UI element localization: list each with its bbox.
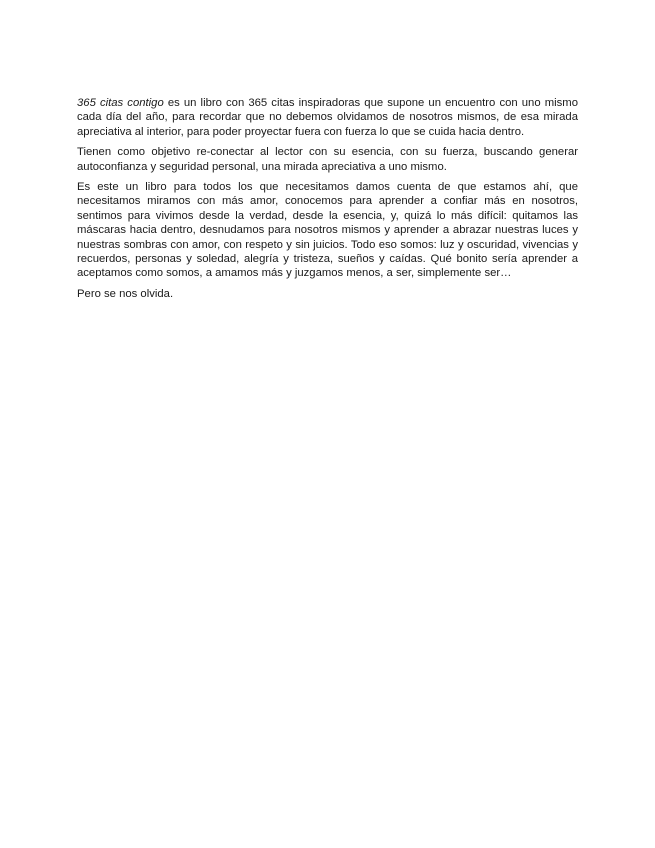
paragraph-text: es un libro con 365 citas inspiradoras que supone un encuentro con uno mismo cada día del año, para recordar que no debemos olvidamos de nosotros mismos, de esa mirada apreciativa al interior, para poder proyectar fuera con fuerza lo que se cuida hacia dentro. <box>77 97 578 138</box>
document-body <box>77 96 578 307</box>
paragraph-intro <box>77 96 578 139</box>
paragraph-objective: Tienen como objetivo re-conectar al lector con su esencia, con su fuerza, buscando generar autoconfianza y seguridad personal, una mirada apreciativa a uno mismo. <box>77 146 578 173</box>
paragraph-audience: Es este un libro para todos los que necesitamos damos cuenta de que estamos ahí, que necesitamos miramos con más amor, conocemos para aprender a confiar más en nosotros, sentimos para vivimos desde la verdad, desde la esencia, y, quizá lo más difícil: quitamos las máscaras hacia dentro, desnudamos para nosotros mismos y aprender a abrazar nuestras luces y nuestras sombras con amor, con respeto y sin juicios. Todo eso somos: luz y oscuridad, vivencias y recuerdos, personas y soledad, alegría y tristeza, sueños y caídas. Qué bonito sería aprender a aceptamos como somos, a amamos más y juzgamos menos, a ser, simplemente ser… <box>77 181 578 280</box>
paragraph-closing: Pero se nos olvida. <box>77 287 174 300</box>
book-title: 365 citas contigo <box>77 97 164 109</box>
